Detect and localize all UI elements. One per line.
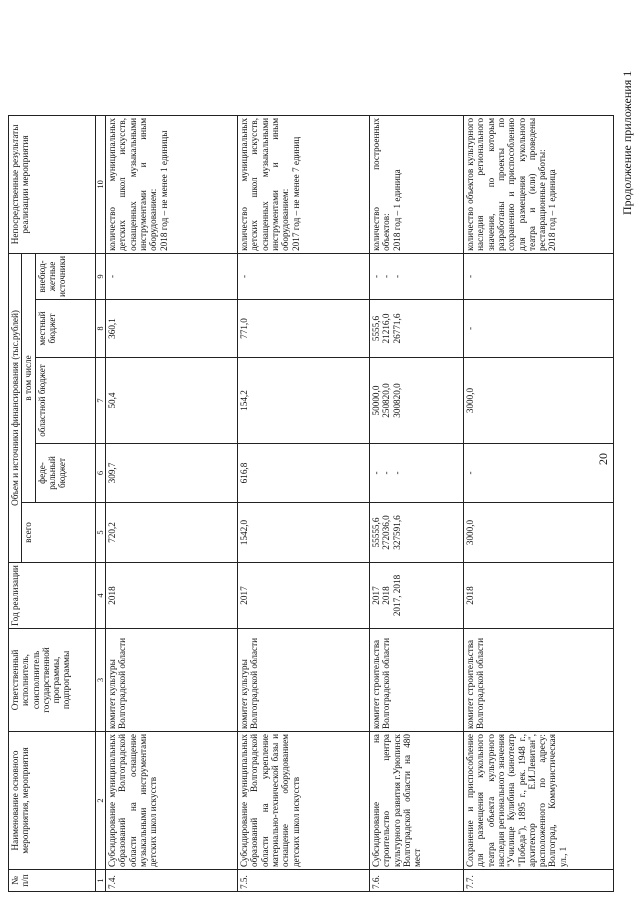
row-federal: - - - — [370, 444, 464, 503]
row-result: количество муниципальных детских школ искусств, оснащенных музыкальными инструментами и иным оборудованием: 2017 год – не менее 7 единиц — [238, 115, 370, 253]
header-results: Непосредственные результаты реализации мероприятия — [9, 115, 96, 253]
row-extra: - - - — [370, 253, 464, 299]
row-result: количество объектов культурного наследия регионального значения, по которым разработаны проекты по сохранению и приспособлению для размещения кукольного театра и (или) проведены реставрационные работы: 2018 год – 1 единица — [464, 115, 614, 253]
row-total: 55555,6 272036,0 327591,6 — [370, 503, 464, 563]
header-total: всего — [22, 503, 95, 563]
row-extra: - — [464, 253, 614, 299]
header-num: № п/п — [9, 870, 96, 892]
col-number: 10 — [95, 115, 106, 253]
row-executor: комитет культуры Волгоградской области — [238, 629, 370, 732]
continuation-label: Продолжение приложения 1 — [620, 70, 634, 215]
col-number: 6 — [95, 444, 106, 503]
row-federal: 616,8 — [238, 444, 370, 503]
col-number: 8 — [95, 300, 106, 358]
row-num: 7.6. — [370, 870, 464, 892]
row-federal: - — [464, 444, 614, 503]
header-name: Наименование основного мероприятия, мероприятия — [9, 732, 96, 870]
program-table — [8, 115, 614, 892]
table-row — [370, 115, 464, 891]
header-year: Год реализации — [9, 563, 96, 629]
row-num: 7.5. — [238, 870, 370, 892]
row-regional: 154,2 — [238, 358, 370, 444]
row-executor: комитет культуры Волгоградской области — [106, 629, 238, 732]
header-funding: Объем и источники финансирования (тыс.рублей) — [9, 253, 22, 562]
row-local: 360,1 — [106, 300, 238, 358]
col-number: 2 — [95, 732, 106, 870]
row-total: 3000,0 — [464, 503, 614, 563]
row-executor: комитет строительства Волгоградской области — [464, 629, 614, 732]
page-number: 20 — [596, 453, 610, 465]
header-executor: Ответственный исполнитель, соисполнитель государственной программы, подпрограммы — [9, 629, 96, 732]
col-number: 9 — [95, 253, 106, 299]
col-number: 3 — [95, 629, 106, 732]
header-regional: областной бюджет — [35, 358, 95, 444]
header-incl: в том числе — [22, 253, 35, 502]
row-year: 2017 — [238, 563, 370, 629]
col-number: 5 — [95, 503, 106, 563]
header-extra: внебюд-жетные источники — [35, 253, 95, 299]
row-regional: 50000,0 250820,0 300820,0 — [370, 358, 464, 444]
row-local: - — [464, 300, 614, 358]
row-extra: - — [106, 253, 238, 299]
row-extra: - — [238, 253, 370, 299]
table-row — [106, 115, 238, 891]
row-year: 2018 — [464, 563, 614, 629]
row-local: 771,0 — [238, 300, 370, 358]
row-name: Сохранение и приспособление для размещения кукольного театра объекта культурного наследия регионального значения "Училище Кулибина (кинотеатр "Победа"), 1895 г., рек. 1948 г., архитектор Е.И.Левитан", расположенного по адресу: Волгоград, Коммунистическая ул., 1 — [464, 732, 614, 870]
header-federal: феде-ральный бюджет — [35, 444, 95, 503]
row-total: 720,2 — [106, 503, 238, 563]
row-local: 5555,6 21216,0 26771,6 — [370, 300, 464, 358]
row-name: Субсидирование муниципальных образований Волгоградской области на укрепление материально-технической базы и оснащение оборудованием детских школ искусств — [238, 732, 370, 870]
row-federal: 309,7 — [106, 444, 238, 503]
row-result: количество построенных объектов: 2018 год – 1 единица — [370, 115, 464, 253]
header-row-1 — [9, 115, 22, 891]
column-numbers-row — [95, 115, 106, 891]
table-row — [464, 115, 614, 891]
row-regional: 3000,0 — [464, 358, 614, 444]
row-num: 7.4. — [106, 870, 238, 892]
col-number: 4 — [95, 563, 106, 629]
row-year: 2018 — [106, 563, 238, 629]
col-number: 1 — [95, 870, 106, 892]
row-regional: 50,4 — [106, 358, 238, 444]
row-year: 2017 2018 2017, 2018 — [370, 563, 464, 629]
col-number: 7 — [95, 358, 106, 444]
table-row — [238, 115, 370, 891]
row-result: количество муниципальных детских школ искусств, оснащенных музыкальными инструментами и иным оборудованием: 2018 год – не менее 1 единицы — [106, 115, 238, 253]
row-name: Субсидирование муниципальных образований Волгоградской области на оснащение музыкальными инструментами детских школ искусств — [106, 732, 238, 870]
row-total: 1542,0 — [238, 503, 370, 563]
header-local: местный бюджет — [35, 300, 95, 358]
row-executor: комитет строительства Волгоградской области — [370, 629, 464, 732]
row-num: 7.7. — [464, 870, 614, 892]
row-name: Субсидирование на строительство центра культурного развития г.Урюпинск Волгоградской области на 480 мест — [370, 732, 464, 870]
